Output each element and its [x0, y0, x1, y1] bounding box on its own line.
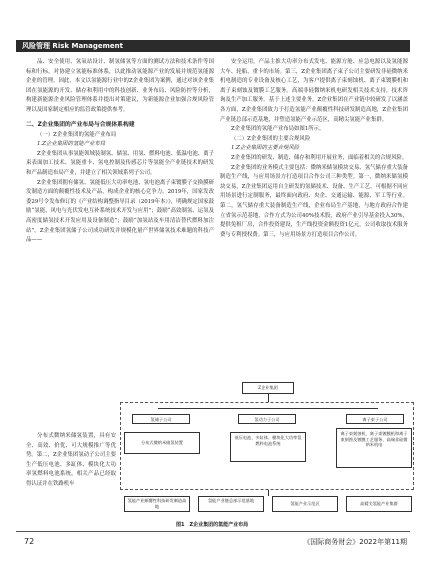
- chart-bottom-rd-base: 氢能产业颠覆性科技研发制造高地: [124, 496, 190, 512]
- subsection-heading: 1.Z企业集团的氢能产业布局: [37, 141, 106, 148]
- chart-desc-power: 低压电池、多缸体、模块化大功率氢燃料电池系统: [230, 432, 306, 462]
- chart-bottom-hq-base: 氢能产业链总部示范基地: [198, 496, 264, 512]
- chart-desc-storage: 分布式微纳米储氢装置: [124, 432, 200, 454]
- chart-subsidiary-hydrogen-power: 氢动力子公司: [238, 414, 296, 424]
- page-number: 72: [24, 537, 35, 546]
- section-header: 风险管理 Risk Management: [16, 40, 410, 52]
- paragraph: Z企业集团拥有储氢、氢能低压大功率电池、氢电池离子束镀膜子交换膜研发制造方面的颠覆性技术及产品，构成企业的核心竞争力。2019年，国家发改委29号令发布修订的《产业结构调整指导目录（2019年本）》，明确规定国家鼓励“氢能、风电与光伏发电互补系统技术开发与应用”；鼓励“高效制氢、运氢及高密度储氢技术开发应用及设备制造”；鼓励“加氢站及车用清洁替代燃料加注站”。Z企业集团氢储子公司成功研发并规模化量产世界储氢技术难题的科技产品——: [26, 179, 214, 244]
- paragraph: 分布式微纳米储氢装置，具有安全、高效、价优、可大规模推广等优势。第二，Z企业集团氢动子公司主要生产低压电池、多缸体、模块化大功率氢燃料电池系统，相关产品已经取得认证并在铁路机车: [26, 433, 116, 487]
- figure-caption: 图1 Z企业集团的氢能产业布局: [176, 522, 249, 528]
- journal-name: 《国际商务财会》2022年第11期: [303, 538, 407, 546]
- chart-bottom-cluster: 高精尖氢能产业集群: [346, 496, 412, 512]
- footer-divider: [16, 531, 410, 532]
- subsection-heading: 1.Z企业集团的主要合规风险: [231, 145, 300, 152]
- paragraph: 安全运用，产品主推大功率分布式发电、能源方舱、应急电源以及氢能源大车、轮船、重卡的市场。第三，Z企业集团离子束子公司主要研发非硅微纳米机电制造的专业设备及核心工艺，为客户提供离子束刻蚀机、离子束镀膜机和离子束刻蚀及镀膜工艺服务。高端非硅微纳米机电研发相关技术支持，技术咨询及生产加工服务。基于上述主要业务，Z企业集团在产业链中较研发了以涵盖各方面，Z企业集团致力于打造氢能产业颠覆性科技研发制造高地，Z企业集团产业链总部示范基地，并塑造氢能产业示范区，高精尖氢能产业集群。: [220, 59, 408, 123]
- paragraph: 品、安全使用、氢氧站设计、制氢储氢等方面的测试方法和技术条件等国标和行标，对协建立氢能标准体系，以此推动氢能源产业的发展并规范氢能源企业的管理。因此，本文以氢能源行业中的Z企业集团为案例，通过对该企业集团在氢能源的开发、储存和利用中的科技创新、业务布局、风险防控等分析，构建新能源企业风险管理体系并提出对策建议，为新能源企业加强合规风险管理以及国家制定相应的监管政策提供参考。: [26, 59, 214, 113]
- paragraph: Z企业集团的氢能产业布局如图1所示。: [231, 126, 325, 133]
- org-chart-figure: [118, 378, 416, 518]
- chart-top-node: Z企业集团: [242, 382, 294, 394]
- paragraph: Z企业集团的业务模式主要包括：微纳米储氢模块交易、氢气储存重大装备制造生产线，与应用场景方打造项目合作公司三种类型。第一，微纳米储氢模块交易，Z企业集团运用自主研发的氢储技术、设备、生产工艺，可根据不同应用场景进行定制服务，最终面向政府、央企、交通运输、能源、军工等行业。第二，氢气储存重大装备制造生产线，企业布局生产基地，与地方政府合作建立省氢示范基地，合作方式为公司40%技术股，政府产业引导基金投入30%，提供免租厂房，合作投资建设，生产线投资金额投资1亿元，公司收取技术服务费与专利授权费。第三，与应用场景方打造项目合作公司。: [220, 164, 408, 238]
- left-column: [26, 58, 214, 246]
- paragraph: Z企业集团从事氢能领域装制氢、储氢、用氢、燃料电池、低温电池、离子束表面加工技术、氢能重卡、氢电控制及传感芯片等氢能全产业链技术的研发和产品制造布局产业，并建立了相关领域系列子公司。: [26, 150, 214, 176]
- left-bottom-text: [26, 432, 116, 490]
- subsection-heading: （一）Z企业集团的氢能产业布局: [37, 131, 117, 138]
- chart-bottom-demo-zone: 氢能产业示范区: [272, 496, 338, 512]
- chart-subsidiary-hydrogen-storage: 氢储子公司: [132, 414, 190, 424]
- subsection-heading: （二）Z企业集团的主要合规风险: [231, 135, 311, 142]
- chart-subsidiary-ion-beam: 离子束子公司: [346, 414, 404, 424]
- right-column: [220, 58, 408, 240]
- chart-desc-ion-beam: 离子束刻蚀机、离子束镀膜机和离子束刻蚀及镀膜工艺服务、高端非硅微纳米机电: [336, 428, 412, 468]
- section-heading: 二、Z企业集团的产业布局与合规体系构建: [26, 121, 135, 128]
- paragraph: Z企业集团的研发、制造、储存和利用开展业务，面临着相关的合规风险。: [231, 154, 408, 161]
